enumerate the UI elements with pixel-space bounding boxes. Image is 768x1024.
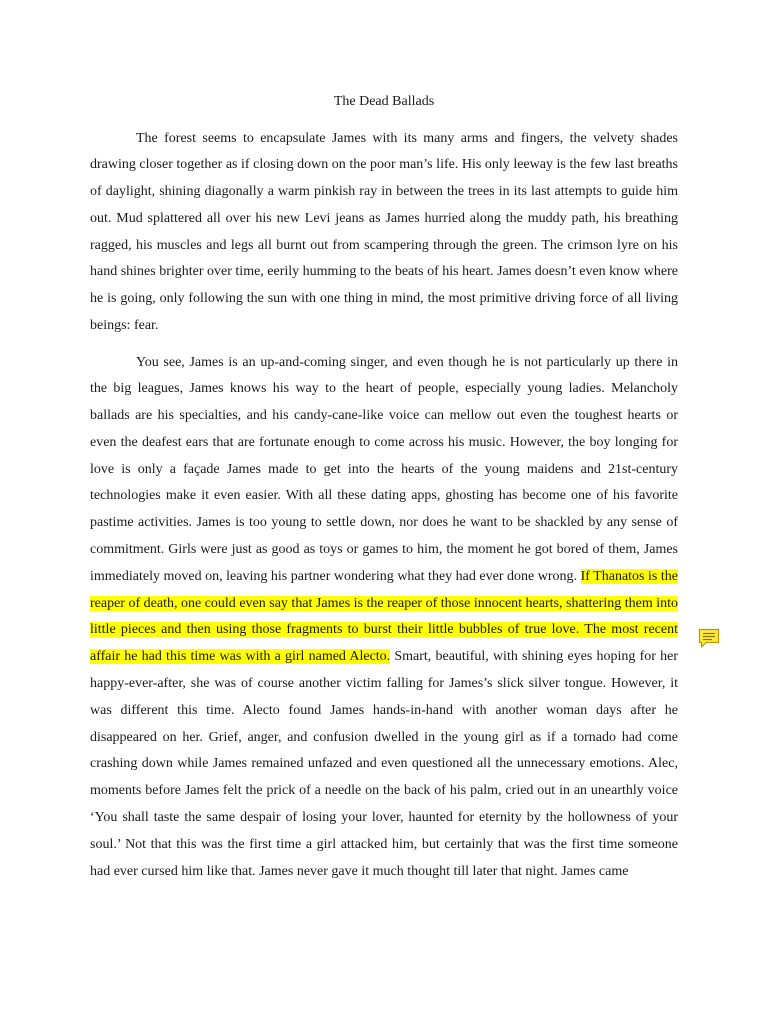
comment-note-icon[interactable] <box>697 626 721 650</box>
document-title: The Dead Ballads <box>333 94 435 109</box>
paragraph-2-text-before: You see, James is an up-and-coming singer, and even though he is not particularly up there in the big leagues, James knows his way to the heart of people, especially young ladies. Melancholy ballads are his specialties, and his candy-cane-like voice can mellow out even the toughest hearts or even the deafest ears that are fortunate enough to come across his music. However, the boy longing for love is only a façade James made to get into the hearts of the young maidens and 21st-century technologies make it even easier. With all these dating apps, ghosting has become one of his favorite pastime activities. James is too young to settle down, nor does he want to be shackled by any sense of commitment. Girls were just as good as toys or games to him, the moment he got bored of them, James immediately moved on, leaving his partner wondering what they had ever done wrong. <box>90 354 678 584</box>
highlighted-text[interactable]: If Thanatos is the reaper of death, one could even say that James is the reaper of those innocent hearts, shattering them into little pieces and then using those fragments to burst their little bubbles of true love. The most recent affair he had this time was with a girl named Alecto. <box>90 568 678 665</box>
paragraph-2 <box>90 350 678 886</box>
paragraph-1: The forest seems to encapsulate James with its many arms and fingers, the velvety shades drawing closer together as if closing down on the poor man’s life. His only leeway is the few last breaths of daylight, shining diagonally a warm pinkish ray in between the trees in its last attempts to guide him out. Mud splattered all over his new Levi jeans as James hurried along the muddy path, his breathing ragged, his muscles and legs all burnt out from scampering through the green. The crimson lyre on his hand shines brighter over time, eerily humming to the beats of his heart. James doesn’t even know where he is going, only following the sun with one thing in mind, the most primitive driving force of all living beings: fear. <box>90 130 678 334</box>
comment-note-icon-graphic <box>697 626 721 650</box>
paragraph-2-text-after: Smart, beautiful, with shining eyes hoping for her happy-ever-after, she was of course another victim falling for James’s slick silver tongue. However, it was different this time. Alecto found James hands-in-hand with another woman days after he disappeared on her. Grief, anger, and confusion dwelled in the young girl as if a tornado had come crashing down while James remained unfazed and even questioned all the unnecessary emotions. Alec, moments before James felt the prick of a needle on the back of his palm, cried out in an unearthly voice ‘You shall taste the same despair of losing your lover, haunted for eternity by the hollowness of your soul.’ Not that this was the first time a girl attacked him, but certainly that was the first time someone had ever cursed him like that. James never gave it much thought till later that night. James came <box>90 649 678 879</box>
